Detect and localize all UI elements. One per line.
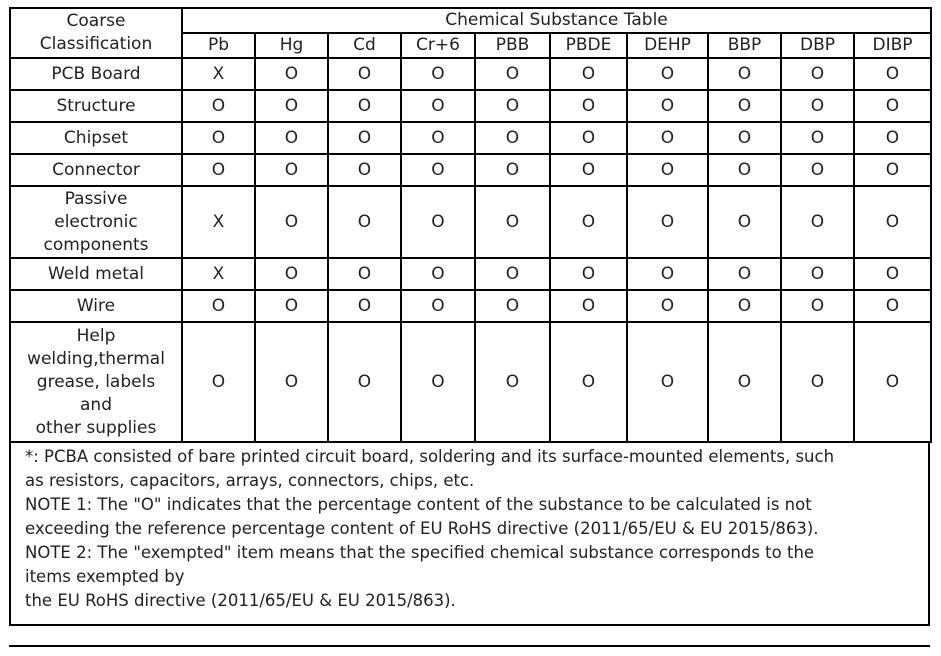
substance-status-cell: O: [401, 290, 475, 322]
substance-status-cell: O: [550, 186, 627, 258]
substance-status-cell: O: [854, 58, 931, 90]
header-label-line: Classification: [39, 34, 153, 54]
substance-header-cr6: Cr+6: [401, 33, 475, 58]
substance-status-cell: O: [328, 58, 401, 90]
substance-status-cell: O: [627, 122, 708, 154]
table-row: [10, 122, 931, 154]
header-row-group: [10, 8, 931, 33]
table-row: [10, 186, 931, 258]
substance-status-cell: O: [255, 58, 328, 90]
substance-status-cell: O: [475, 90, 550, 122]
substance-status-cell: O: [475, 258, 550, 290]
substance-status-cell: O: [550, 154, 627, 186]
substance-status-cell: O: [708, 90, 781, 122]
substance-status-cell: O: [328, 122, 401, 154]
substance-status-cell: O: [550, 290, 627, 322]
substance-status-cell: O: [255, 322, 328, 442]
substance-status-cell: O: [328, 322, 401, 442]
substance-status-cell: O: [627, 58, 708, 90]
classification-label-line: and: [80, 394, 112, 415]
classification-cell: [10, 90, 182, 122]
chemical-substance-table-header: Chemical Substance Table: [182, 8, 931, 33]
substance-status-cell: X: [182, 58, 255, 90]
note-line: as resistors, capacitors, arrays, connectors, chips, etc.: [25, 471, 475, 490]
substance-status-cell: O: [708, 58, 781, 90]
substance-status-cell: O: [627, 90, 708, 122]
substance-status-cell: O: [550, 322, 627, 442]
substance-status-cell: O: [627, 258, 708, 290]
substance-status-cell: O: [708, 258, 781, 290]
classification-label-line: other supplies: [35, 417, 157, 438]
substance-status-cell: O: [854, 258, 931, 290]
substance-status-cell: O: [475, 58, 550, 90]
substance-status-cell: O: [550, 58, 627, 90]
substance-status-cell: O: [781, 322, 854, 442]
classification-label-line: Passive: [64, 188, 128, 209]
note-line: the EU RoHS directive (2011/65/EU & EU 2015/863).: [25, 591, 456, 610]
table-row: [10, 290, 931, 322]
table-row: [10, 154, 931, 186]
substance-header-bbp: BBP: [708, 33, 781, 58]
substance-status-cell: O: [475, 122, 550, 154]
classification-label-line: welding,thermal: [27, 348, 165, 369]
substance-status-cell: O: [475, 290, 550, 322]
chemical-substance-table: [9, 7, 932, 443]
substance-status-cell: O: [255, 258, 328, 290]
substance-header-dibp: DIBP: [854, 33, 931, 58]
substance-status-cell: O: [182, 154, 255, 186]
substance-status-cell: O: [781, 122, 854, 154]
substance-status-cell: O: [781, 58, 854, 90]
classification-label-line: electronic: [54, 211, 138, 232]
classification-label-line: Chipset: [63, 127, 129, 148]
substance-status-cell: O: [781, 290, 854, 322]
substance-status-cell: O: [401, 58, 475, 90]
classification-cell: [10, 290, 182, 322]
classification-cell: [10, 154, 182, 186]
classification-cell: [10, 58, 182, 90]
bottom-divider: [9, 645, 930, 647]
substance-status-cell: O: [627, 186, 708, 258]
substance-status-cell: O: [781, 258, 854, 290]
substance-status-cell: O: [627, 154, 708, 186]
table-row: [10, 322, 931, 442]
classification-label-line: PCB Board: [51, 63, 141, 84]
substance-status-cell: O: [182, 290, 255, 322]
classification-label-line: Wire: [76, 295, 116, 316]
substance-status-cell: O: [182, 322, 255, 442]
substance-status-cell: O: [627, 290, 708, 322]
note-line: *: PCBA consisted of bare printed circuit board, soldering and its surface-mounted elements, such: [25, 447, 835, 466]
substance-status-cell: O: [182, 90, 255, 122]
substance-header-cd: Cd: [328, 33, 401, 58]
table-row: [10, 58, 931, 90]
table-row: [10, 258, 931, 290]
substance-status-cell: O: [475, 154, 550, 186]
classification-cell: [10, 258, 182, 290]
substance-status-cell: O: [550, 90, 627, 122]
classification-label-line: Structure: [56, 95, 136, 116]
header-label-line: Coarse: [66, 11, 126, 31]
substance-status-cell: O: [401, 258, 475, 290]
substance-status-cell: O: [475, 186, 550, 258]
substance-status-cell: O: [781, 90, 854, 122]
substance-status-cell: O: [401, 90, 475, 122]
substance-status-cell: O: [328, 290, 401, 322]
substance-header-pb: Pb: [182, 33, 255, 58]
substance-status-cell: O: [854, 90, 931, 122]
substance-status-cell: O: [255, 290, 328, 322]
substance-status-cell: O: [708, 322, 781, 442]
substance-status-cell: O: [854, 322, 931, 442]
substance-status-cell: O: [708, 154, 781, 186]
substance-status-cell: O: [708, 290, 781, 322]
substance-status-cell: O: [401, 186, 475, 258]
substance-status-cell: X: [182, 258, 255, 290]
substance-status-cell: O: [401, 154, 475, 186]
classification-cell: [10, 186, 182, 258]
substance-status-cell: O: [401, 322, 475, 442]
substance-status-cell: O: [255, 122, 328, 154]
notes-section: [9, 443, 930, 626]
rohs-document: [9, 7, 930, 626]
substance-status-cell: O: [255, 186, 328, 258]
substance-status-cell: O: [255, 90, 328, 122]
substance-status-cell: O: [328, 258, 401, 290]
substance-status-cell: O: [550, 122, 627, 154]
substance-status-cell: O: [708, 186, 781, 258]
note-line: NOTE 2: The "exempted" item means that the specified chemical substance corresponds to the: [25, 543, 815, 562]
substance-status-cell: O: [627, 322, 708, 442]
substance-status-cell: O: [401, 122, 475, 154]
substance-status-cell: O: [255, 154, 328, 186]
substance-status-cell: O: [781, 186, 854, 258]
substance-status-cell: O: [328, 186, 401, 258]
note-line: NOTE 1: The "O" indicates that the percentage content of the substance to be calculated is not: [25, 495, 812, 514]
note-line: items exempted by: [25, 567, 185, 586]
substance-status-cell: O: [708, 122, 781, 154]
substance-header-hg: Hg: [255, 33, 328, 58]
substance-status-cell: O: [854, 186, 931, 258]
note-line: exceeding the reference percentage content of EU RoHS directive (2011/65/EU & EU 2015/863).: [25, 519, 819, 538]
substance-header-dbp: DBP: [781, 33, 854, 58]
substance-status-cell: X: [182, 186, 255, 258]
substance-status-cell: O: [854, 154, 931, 186]
substance-status-cell: O: [475, 322, 550, 442]
substance-status-cell: O: [854, 290, 931, 322]
classification-label-line: grease, labels: [36, 371, 156, 392]
substance-header-pbb: PBB: [475, 33, 550, 58]
substance-status-cell: O: [182, 122, 255, 154]
classification-cell: [10, 122, 182, 154]
classification-label-line: Connector: [52, 159, 140, 180]
substance-status-cell: O: [328, 90, 401, 122]
substance-status-cell: O: [781, 154, 854, 186]
classification-label-line: Weld metal: [47, 263, 144, 284]
classification-label-line: components: [43, 234, 149, 255]
substance-status-cell: O: [854, 122, 931, 154]
classification-cell: [10, 322, 182, 442]
substance-status-cell: O: [328, 154, 401, 186]
classification-label-line: Help: [76, 325, 116, 346]
table-row: [10, 90, 931, 122]
substance-header-dehp: DEHP: [627, 33, 708, 58]
coarse-classification-header: [10, 8, 182, 58]
substance-status-cell: O: [550, 258, 627, 290]
substance-header-pbde: PBDE: [550, 33, 627, 58]
